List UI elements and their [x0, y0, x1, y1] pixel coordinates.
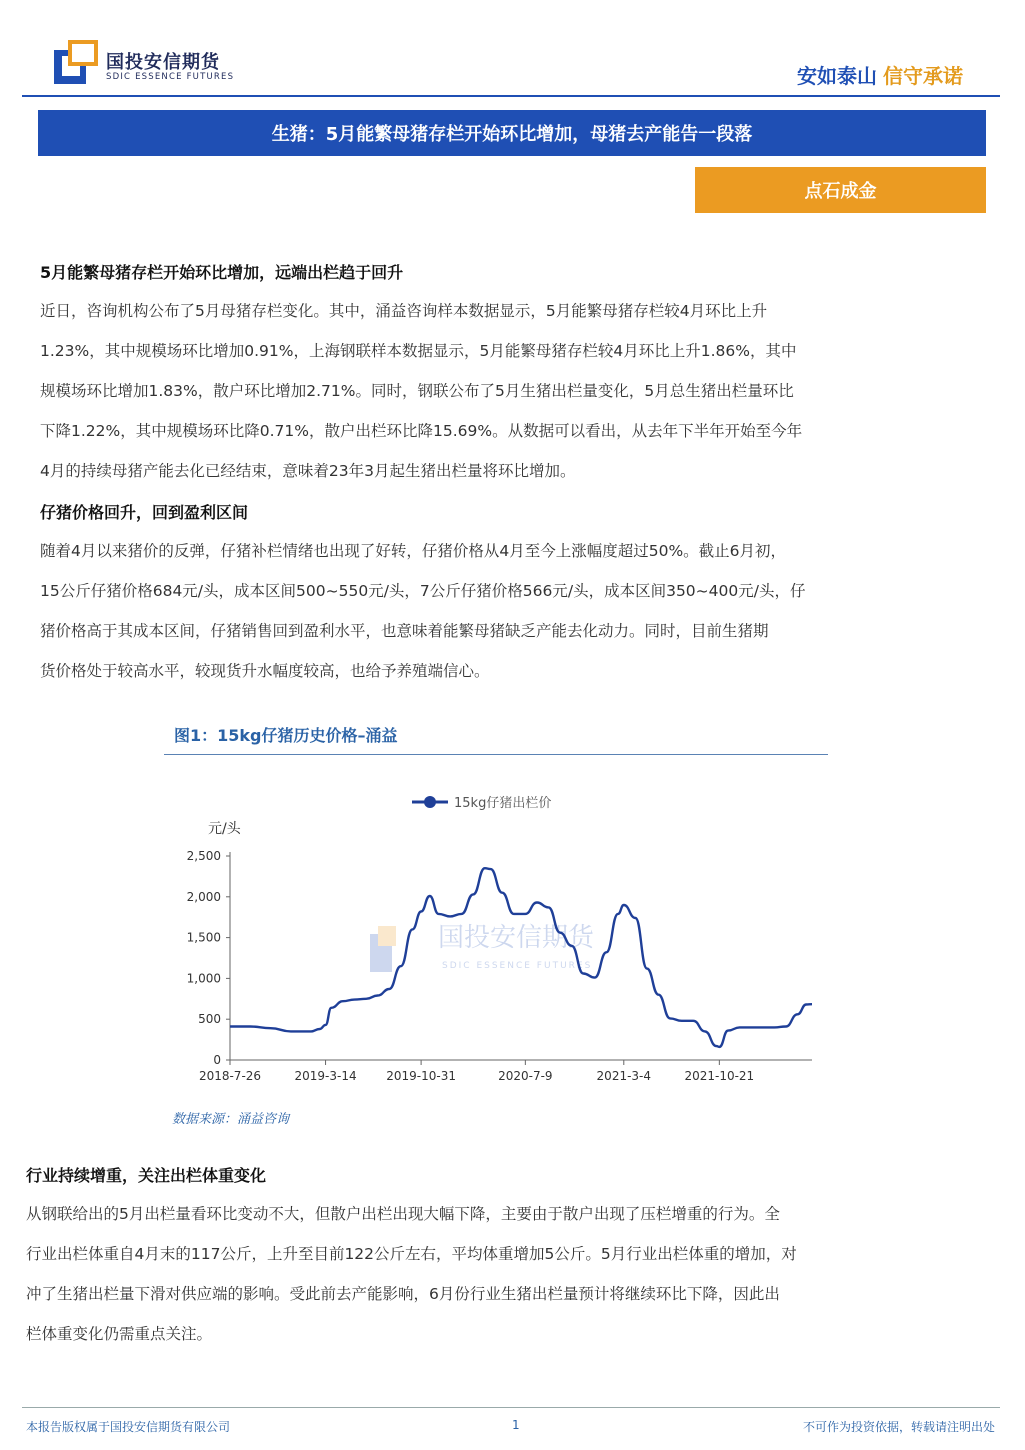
body-line: 从钢联给出的5月出栏量看环比变动不大，但散户出栏出现大幅下降，主要由于散户出现了压栏增重的行为。全 — [26, 1205, 780, 1223]
column-tag: 点石成金 — [695, 167, 986, 213]
report-title: 生猪：5月能繁母猪存栏开始环比增加，母猪去产能告一段落 — [38, 110, 986, 156]
body-line: 随着4月以来猪价的反弹，仔猪补栏情绪也出现了好转，仔猪价格从4月至今上涨幅度超过50%。截止6月初， — [40, 542, 787, 560]
footer-disclaimer: 不可作为投资依据，转载请注明出处 — [802, 1420, 995, 1434]
x-tick-label: 2019-3-14 — [294, 1069, 357, 1083]
x-tick-label: 2018-7-26 — [198, 1069, 262, 1083]
body-line: 规模场环比增加1.83%，散户环比增加2.71%。同时，钢联公布了5月生猪出栏量变化，5月总生猪出栏量环比 — [40, 382, 794, 400]
figure-source: 数据来源：涌益咨询 — [172, 1112, 290, 1127]
y-axis-label: 元/头 — [208, 821, 241, 837]
body-line: 冲了生猪出栏量下滑对供应端的影响。受此前去产能影响，6月份行业生猪出栏量预计将继续环比下降，因此出 — [26, 1285, 780, 1303]
company-name-en: SDIC ESSENCE FUTURES — [106, 72, 235, 82]
y-tick-label: 1,500 — [186, 930, 221, 945]
body-line: 行业出栏体重自4月末的117公斤，上升至目前122公斤左右，平均体重增加5公斤。5月行业出栏体重的增加，对 — [26, 1245, 797, 1263]
section-heading-3: 行业持续增重，关注出栏体重变化 — [26, 1166, 267, 1185]
legend-marker-icon — [424, 796, 436, 808]
body-line: 猪价格高于其成本区间，仔猪销售回到盈利水平，也意味着能繁母猪缺乏产能去化动力。同时，目前生猪期 — [40, 622, 769, 640]
footer-copyright: 本报告版权属于国投安信期货有限公司 — [26, 1420, 231, 1434]
chart-legend — [412, 795, 551, 811]
slogan-part1: 安如泰山 — [797, 64, 877, 88]
y-tick-label: 2,000 — [186, 889, 221, 904]
body-line: 近日，咨询机构公布了5月母猪存栏变化。其中，涌益咨询样本数据显示，5月能繁母猪存栏较4月环比上升 — [40, 302, 768, 320]
page-header — [0, 0, 1025, 100]
y-tick-label: 500 — [198, 1012, 221, 1027]
page-number: 1 — [512, 1418, 520, 1432]
header-divider — [22, 95, 1000, 97]
footer-divider — [22, 1407, 1000, 1408]
company-name: 国投安信期货 — [106, 52, 220, 73]
watermark-text: 国投安信期货 — [438, 923, 595, 953]
company-logo-icon — [54, 40, 98, 84]
legend-label: 15kg仔猪出栏价 — [454, 796, 552, 811]
section-body-3 — [26, 1194, 994, 1354]
y-tick-label: 0 — [213, 1053, 221, 1067]
body-line: 货价格处于较高水平，较现货升水幅度较高，也给予养殖端信心。 — [40, 662, 490, 680]
slogan — [797, 60, 963, 89]
section-body-2 — [40, 531, 980, 691]
watermark-text-en: SDIC ESSENCE FUTURES — [442, 961, 593, 971]
x-tick-label: 2020-7-9 — [498, 1069, 553, 1083]
price-line-chart — [164, 756, 828, 1098]
body-line: 下降1.22%，其中规模场环比降0.71%，散户出栏环比降15.69%。从数据可以看出，从去年下半年开始至今年 — [40, 422, 803, 440]
slogan-part2: 信守承诺 — [883, 64, 963, 88]
series-line — [230, 868, 812, 1047]
chart-plot-area — [230, 868, 812, 1047]
body-line: 栏体重变化仍需重点关注。 — [26, 1325, 213, 1343]
y-tick-label: 1,000 — [186, 971, 221, 986]
figure-title: 图1：15kg仔猪历史价格–涌益 — [174, 726, 398, 745]
section-heading-2: 仔猪价格回升，回到盈利区间 — [40, 503, 249, 522]
y-tick-label: 2,500 — [186, 849, 221, 863]
body-line: 1.23%，其中规模场环比增加0.91%，上海钢联样本数据显示，5月能繁母猪存栏较4月环比上升1.86%，其中 — [40, 342, 797, 360]
body-line: 4月的持续母猪产能去化已经结束，意味着23年3月起生猪出栏量将环比增加。 — [40, 462, 576, 480]
watermark-logo-accent-icon — [378, 926, 396, 946]
x-tick-label: 2021-10-21 — [684, 1069, 755, 1083]
section-body-1 — [40, 291, 980, 491]
x-tick-label: 2021-3-4 — [596, 1069, 652, 1083]
body-line: 15公斤仔猪价格684元/头，成本区间500~550元/头，7公斤仔猪价格566元/头，成本区间350~400元/头，仔 — [40, 582, 806, 600]
x-tick-label: 2019-10-31 — [386, 1069, 456, 1083]
section-heading-1: 5月能繁母猪存栏开始环比增加，远端出栏趋于回升 — [40, 263, 404, 282]
figure-title-divider — [164, 754, 828, 755]
